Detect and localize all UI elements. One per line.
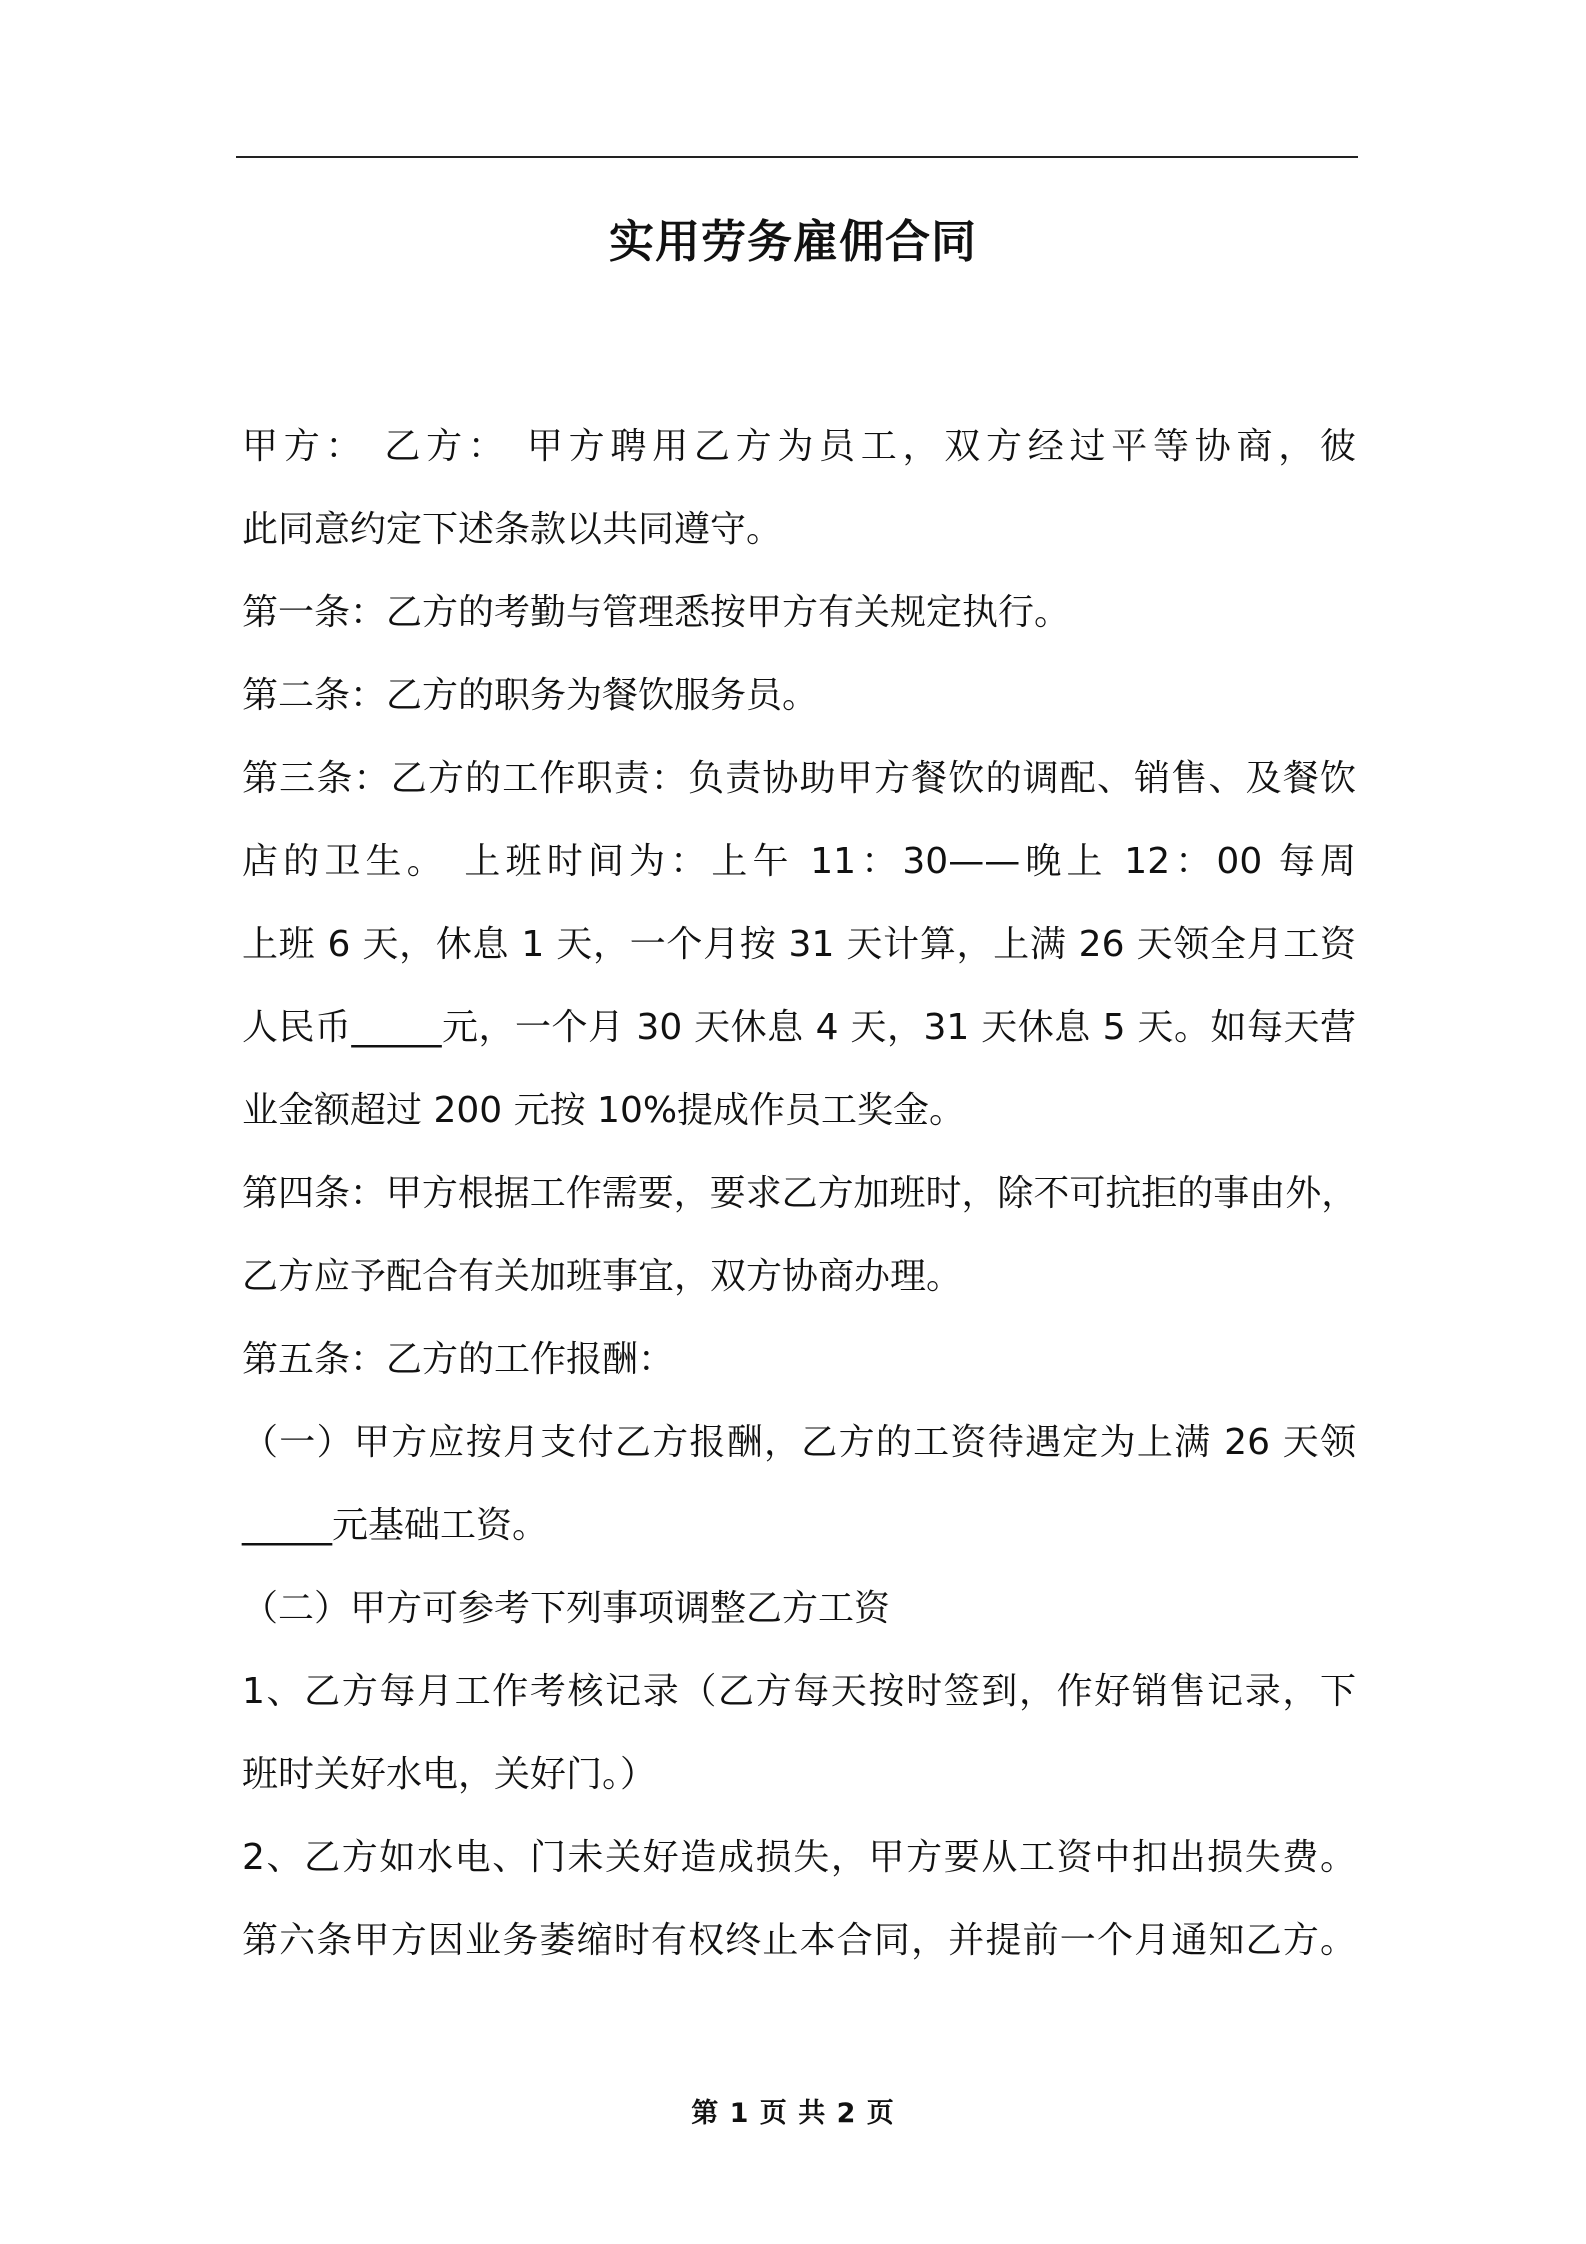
body-line: 班时关好水电，关好门。） bbox=[242, 1754, 657, 1795]
body-line: _____元基础工资。 bbox=[242, 1505, 549, 1546]
header-rule bbox=[236, 156, 1358, 158]
body-line: 第四条：甲方根据工作需要，要求乙方加班时，除不可抗拒的事由外， bbox=[242, 1173, 1356, 1214]
contract-body bbox=[242, 405, 1356, 1982]
page-footer: 第 1 页 共 2 页 bbox=[691, 2098, 895, 2129]
body-line: （二）甲方可参考下列事项调整乙方工资 bbox=[242, 1588, 891, 1629]
body-line: 1、乙方每月工作考核记录（乙方每天按时签到，作好销售记录，下 bbox=[242, 1671, 1356, 1712]
body-line: 店的卫生。 上班时间为：上午 11：30——晚上 12：00 每周 bbox=[242, 841, 1356, 882]
body-line: 第三条：乙方的工作职责：负责协助甲方餐饮的调配、销售、及餐饮 bbox=[242, 758, 1356, 799]
body-line: 人民币_____元，一个月 30 天休息 4 天，31 天休息 5 天。如每天营 bbox=[242, 1007, 1356, 1048]
body-line: 第一条：乙方的考勤与管理悉按甲方有关规定执行。 bbox=[242, 592, 1071, 633]
body-line: （一）甲方应按月支付乙方报酬，乙方的工资待遇定为上满 26 天领 bbox=[242, 1422, 1356, 1463]
body-line: 上班 6 天，休息 1 天，一个月按 31 天计算，上满 26 天领全月工资 bbox=[242, 924, 1356, 965]
body-line: 第二条：乙方的职务为餐饮服务员。 bbox=[242, 675, 819, 716]
body-line: 业金额超过 200 元按 10%提成作员工奖金。 bbox=[242, 1090, 966, 1131]
body-line: 2、乙方如水电、门未关好造成损失，甲方要从工资中扣出损失费。 bbox=[242, 1837, 1356, 1878]
body-line: 第六条甲方因业务萎缩时有权终止本合同，并提前一个月通知乙方。 bbox=[242, 1920, 1356, 1961]
body-line: 乙方应予配合有关加班事宜，双方协商办理。 bbox=[242, 1256, 963, 1297]
body-line: 甲方： 乙方： 甲方聘用乙方为员工，双方经过平等协商，彼 bbox=[242, 426, 1356, 467]
body-line: 第五条：乙方的工作报酬： bbox=[242, 1339, 675, 1380]
body-line: 此同意约定下述条款以共同遵守。 bbox=[242, 509, 783, 550]
document-title: 实用劳务雇佣合同 bbox=[608, 215, 977, 268]
